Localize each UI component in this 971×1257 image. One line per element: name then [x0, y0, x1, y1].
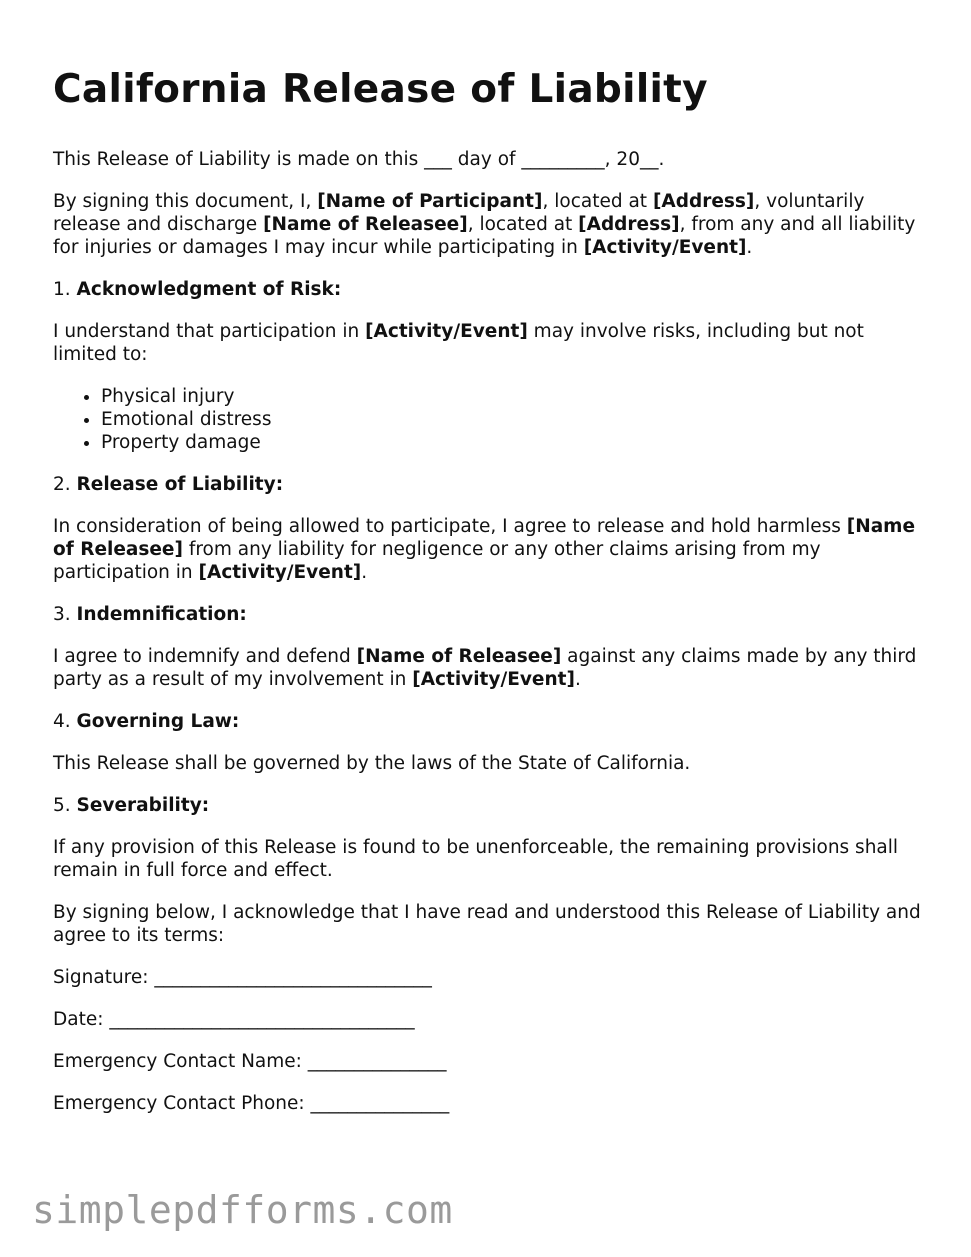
emergency-contact-phone-field[interactable]: Emergency Contact Phone: _______________ [53, 1093, 450, 1114]
section-5-heading [53, 794, 933, 817]
section-3-releasee: [Name of Releasee] [356, 646, 562, 667]
section-1-activity: [Activity/Event] [365, 321, 528, 342]
section-5-number: 5. [53, 795, 77, 816]
activity-placeholder: [Activity/Event] [583, 237, 747, 258]
release-text-3: , voluntarily release and discharge [53, 191, 865, 235]
releasee-name-placeholder: [Name of Releasee] [263, 214, 468, 235]
section-2-text-a: In consideration of being allowed to participate, I agree to release and hold harmless [53, 516, 847, 537]
releasee-address-placeholder: [Address] [578, 214, 680, 235]
risk-list [53, 385, 933, 454]
participant-address-placeholder: [Address] [652, 191, 755, 212]
emergency-contact-name-field[interactable]: Emergency Contact Name: _______________ [53, 1051, 447, 1072]
list-item: • Physical injury [101, 385, 933, 408]
section-3-title: Indemnification: [76, 604, 247, 625]
section-3-number: 3. [53, 604, 77, 625]
section-3-heading [53, 603, 933, 626]
closing-paragraph: By signing below, I acknowledge that I have read and understood this Release of Liability and agree to its terms: [53, 902, 921, 946]
release-text-2: , located at [542, 191, 653, 212]
section-1-number: 1. [53, 279, 77, 300]
signature-field[interactable]: Signature: ______________________________ [53, 967, 432, 988]
section-2-releasee: [Name of Releasee] [53, 516, 915, 560]
section-1-text-b: may involve risks, including but not limited to: [53, 321, 864, 365]
intro-paragraph: This Release of Liability is made on this ___ day of _________, 20__. [53, 149, 665, 170]
section-2-body [53, 515, 933, 584]
participant-name-placeholder: [Name of Participant] [317, 191, 543, 212]
section-2-title: Release of Liability: [76, 474, 284, 495]
document-page [53, 64, 933, 1134]
section-2-text-c: . [361, 562, 368, 583]
release-paragraph [53, 190, 933, 259]
section-4-body: This Release shall be governed by the laws of the State of California. [53, 753, 691, 774]
section-2-heading [53, 473, 933, 496]
date-field[interactable]: Date: _________________________________ [53, 1009, 415, 1030]
section-1-body [53, 320, 933, 366]
section-3-body [53, 645, 933, 691]
section-4-number: 4. [53, 711, 77, 732]
release-text-5: , from any and all liability for injuries or damages I may incur while participating in [53, 214, 916, 258]
section-1-title: Acknowledgment of Risk: [76, 279, 342, 300]
section-4-title: Governing Law: [76, 711, 240, 732]
section-3-text-b: against any claims made by any third party as a result of my involvement in [53, 646, 917, 690]
section-4-heading [53, 710, 933, 733]
list-item: • Property damage [101, 431, 933, 454]
section-1-heading [53, 278, 933, 301]
section-2-text-b: from any liability for negligence or any other claims arising from my participation in [53, 539, 821, 583]
release-text-1: By signing this document, I, [53, 191, 318, 212]
section-5-body: If any provision of this Release is found to be unenforceable, the remaining provisions shall remain in full force and effect. [53, 837, 899, 881]
section-3-text-c: . [574, 669, 581, 690]
section-3-activity: [Activity/Event] [412, 669, 575, 690]
release-text-4: , located at [467, 214, 579, 235]
list-item: • Emotional distress [101, 408, 933, 431]
section-1-text-a: I understand that participation in [53, 321, 366, 342]
section-2-number: 2. [53, 474, 77, 495]
section-5-title: Severability: [76, 795, 210, 816]
document-title: California Release of Liability [53, 67, 708, 112]
section-2-activity: [Activity/Event] [198, 562, 362, 583]
section-3-text-a: I agree to indemnify and defend [53, 646, 357, 667]
watermark-text: simplepdfforms.com [32, 1188, 453, 1232]
release-text-6: . [746, 237, 753, 258]
